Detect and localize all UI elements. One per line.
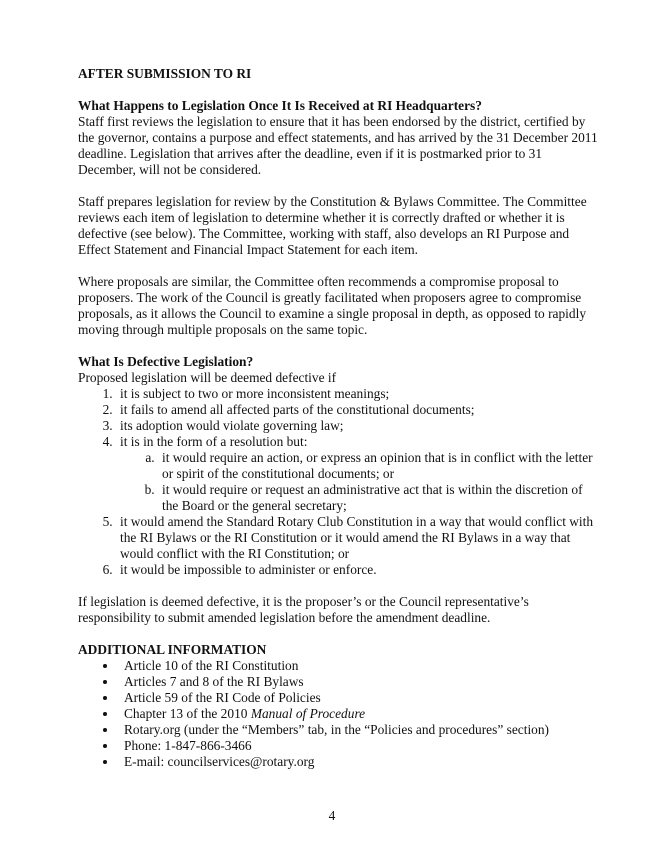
info-item: • E-mail: councilservices@rotary.org <box>118 754 598 770</box>
question-heading-defective: What Is Defective Legislation? <box>78 354 254 369</box>
section-title: AFTER SUBMISSION TO RI <box>78 66 252 81</box>
info-item: • Phone: 1-847-866-3466 <box>118 738 598 754</box>
defective-item-text: it is in the form of a resolution but: <box>120 434 308 449</box>
defective-intro: Proposed legislation will be deemed defective if <box>78 370 337 385</box>
additional-info-title: ADDITIONAL INFORMATION <box>78 642 267 657</box>
defective-item: 5. it would amend the Standard Rotary Club Constitution in a way that would conflict with the RI Bylaws or the RI Constitution or it would amend the RI Bylaws in a way that would conflict with the RI Constitution; or <box>116 514 598 562</box>
defective-subitem: b. it would require or request an administrative act that is within the discretion of the Board or the general secretary; <box>158 482 598 514</box>
info-item: • Rotary.org (under the “Members” tab, in the “Policies and procedures” section) <box>118 722 598 738</box>
page-number: 4 <box>328 808 336 823</box>
paragraph-compromise: Where proposals are similar, the Committee often recommends a compromise proposal to proposers. The work of the Council is greatly facilitated when proposers agree to compromise proposals, as it allows the Council to examine a single proposal in depth, as opposed to rapidly moving through multiple proposals on the same topic. <box>78 274 587 337</box>
defective-subitem: a. it would require an action, or express an opinion that is in conflict with the letter or spirit of the constitutional documents; or <box>158 450 598 482</box>
paragraph-staff-review: Staff first reviews the legislation to ensure that it has been endorsed by the district, certified by the governor, contains a purpose and effect statements, and has arrived by the 31 December 2011 deadline. Legislation that arrives after the deadline, even if it is postmarked prior to 31 December, will not be considered. <box>78 114 598 177</box>
info-item-chapter <box>118 706 598 722</box>
defective-item: 1. it is subject to two or more inconsistent meanings; <box>116 386 598 402</box>
info-item: • Article 10 of the RI Constitution <box>118 658 598 674</box>
info-item: • Articles 7 and 8 of the RI Bylaws <box>118 674 598 690</box>
defective-sublist <box>120 450 598 514</box>
chapter-prefix: Chapter 13 of the 2010 <box>124 706 251 721</box>
additional-info-list <box>78 658 598 770</box>
paragraph-defective-closing: If legislation is deemed defective, it is the proposer’s or the Council representative’s responsibility to submit amended legislation before the amendment deadline. <box>78 594 529 625</box>
defective-list <box>78 386 598 578</box>
defective-item: 2. it fails to amend all affected parts of the constitutional documents; <box>116 402 598 418</box>
defective-item: 3. its adoption would violate governing law; <box>116 418 598 434</box>
defective-item <box>116 434 598 514</box>
paragraph-committee-review: Staff prepares legislation for review by the Constitution & Bylaws Committee. The Committee reviews each item of legislation to determine whether it is correctly drafted or whether it is defective (see below). The Committee, working with staff, also develops an RI Purpose and Effect Statement and Financial Impact Statement for each item. <box>78 194 587 257</box>
question-heading-received: What Happens to Legislation Once It Is Received at RI Headquarters? <box>78 98 482 113</box>
chapter-manual-title: Manual of Procedure <box>250 706 366 721</box>
defective-item: 6. it would be impossible to administer or enforce. <box>116 562 598 578</box>
document-page <box>78 66 598 770</box>
info-item: • Article 59 of the RI Code of Policies <box>118 690 598 706</box>
